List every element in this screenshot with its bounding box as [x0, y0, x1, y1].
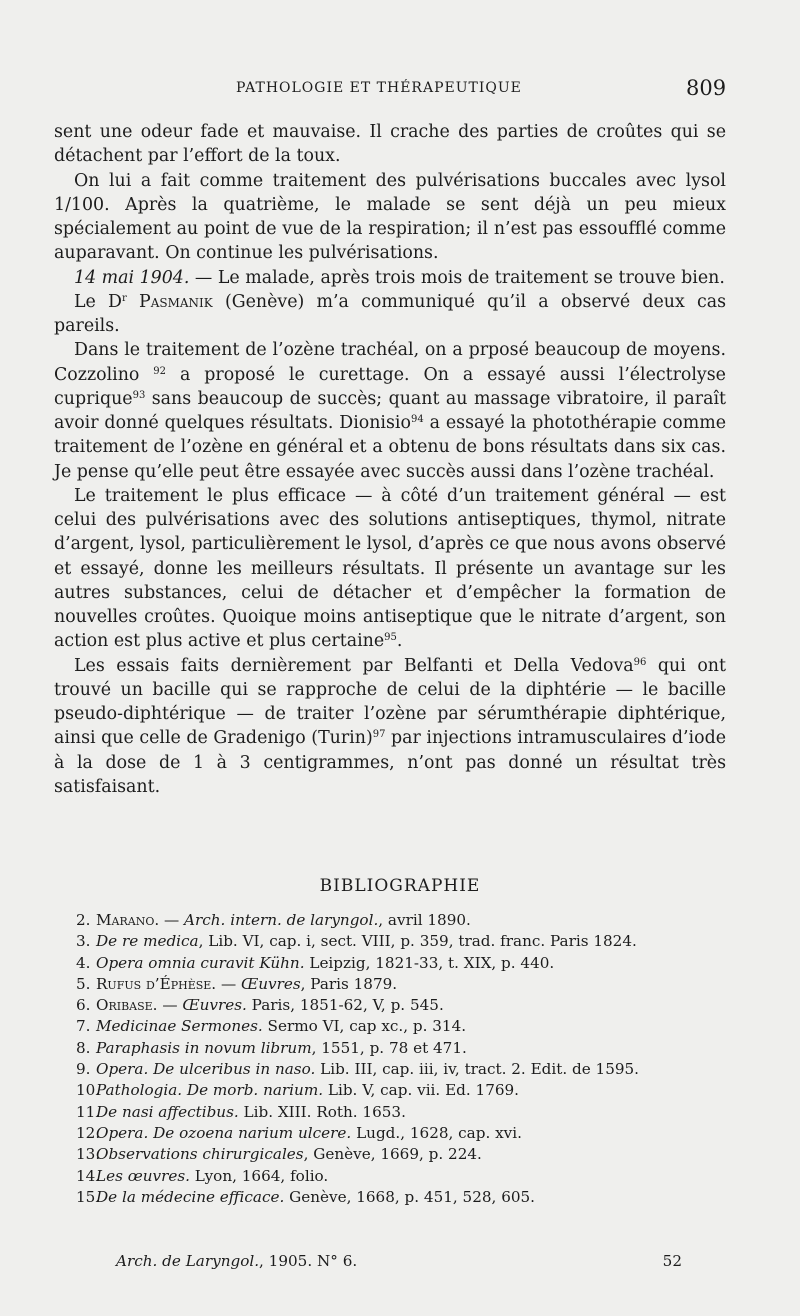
signature-mark: 52 [662, 1252, 682, 1270]
entry-details: , Genève, 1669, p. 224. [303, 1145, 482, 1164]
footnote-ref-93: 93 [132, 389, 146, 401]
entry-date: 14 mai 1904. [74, 267, 190, 288]
entry-number: 7. [76, 1017, 91, 1036]
bibliography-entry [56, 1144, 760, 1165]
page-footer [116, 1252, 682, 1274]
doctor-name: Pasmanik [139, 291, 213, 312]
entry-author: Oribase. [96, 996, 158, 1015]
entry-details: , avril 1890. [378, 911, 471, 929]
bibliography-title: BIBLIOGRAPHIE [319, 876, 481, 896]
entry-text: — Le malade, après trois mois de traitement se trouve bien. [189, 267, 725, 288]
entry-title: De re medica [96, 932, 199, 951]
entry-number: 8. [76, 1038, 91, 1057]
entry-number: 4. [76, 953, 91, 972]
entry-details: Lib. V, cap. vii. Ed. 1769. [323, 1081, 520, 1100]
bibliography-entry [56, 953, 760, 974]
bibliography-entry [56, 931, 760, 952]
bibliography-entry [56, 1187, 760, 1208]
entry-number: 2. [76, 911, 91, 929]
footnote-ref-96: 96 [633, 656, 647, 668]
footnote-ref-97: 97 [372, 729, 386, 741]
bibliography-entry [56, 1038, 760, 1059]
entry-details: Paris, 1851-62, V, p. 545. [246, 996, 444, 1015]
p5-part-a: Dans le traitement de l’ozène trachéal, on a prposé beaucoup de moyens. Cozzolino [54, 340, 726, 385]
entry-title: Opera. De ulceribus in naso. [96, 1060, 316, 1079]
bibliography-entry [56, 1102, 760, 1123]
bibliography-entry [56, 1080, 760, 1101]
entry-details: Genève, 1668, p. 451, 528, 605. [284, 1187, 536, 1206]
running-title: PATHOLOGIE ET THÉRAPEUTIQUE [236, 80, 522, 96]
entry-details: Sermo VI, cap xc., p. 314. [262, 1017, 467, 1036]
entry-number: 14. [76, 1166, 101, 1185]
bibliography-entry [56, 1166, 760, 1187]
entry-title: De la médecine efficace. [96, 1187, 285, 1206]
entry-title: Observations chirurgicales [96, 1145, 304, 1164]
paragraph-5 [54, 338, 726, 484]
p7-part-a: Les essais faits dernièrement par Belfanti et Della Vedova [74, 655, 634, 676]
footnote-ref-92: 92 [153, 365, 167, 377]
paragraph-3 [54, 266, 726, 290]
entry-details: , Lib. VI, cap. i, sect. VIII, p. 359, trad. franc. Paris 1824. [198, 932, 637, 951]
footnote-ref-95: 95 [384, 632, 397, 644]
entry-author: Marano. [96, 911, 160, 929]
entry-number: 9. [76, 1060, 91, 1079]
p6-part-b: . [396, 631, 403, 652]
bibliography-entry [56, 1123, 760, 1144]
entry-author: Rufus d’Éphèse. [96, 974, 217, 993]
entry-number: 3. [76, 932, 91, 951]
entry-details: , 1551, p. 78 et 471. [311, 1038, 467, 1057]
entry-title: Medicinae Sermones. [96, 1017, 263, 1036]
page-number: 809 [686, 76, 727, 100]
bibliography-entry [56, 974, 760, 995]
entry-title: De nasi affectibus. [96, 1102, 239, 1121]
p5-part-d: a essayé la photothérapie comme traitement de l’ozène en général et a obtenu de bons résultats dans six cas. Je pense qu’elle peut être essayée avec succès aussi dans l’ozène trachéal. [54, 413, 726, 482]
entry-number: 11. [76, 1102, 101, 1121]
entry-details: Lyon, 1664, folio. [189, 1166, 329, 1185]
entry-title: Œuvres. [182, 996, 247, 1015]
doctor-title: Le D [74, 291, 122, 312]
paragraph-4-text: (Genève) m’a communiqué qu’il a observé deux cas pareils. [54, 291, 727, 336]
paragraph-7 [54, 654, 726, 800]
journal-reference [116, 1252, 357, 1270]
entry-number: 10. [76, 1081, 101, 1100]
entry-dash: — [216, 974, 241, 993]
body-text [54, 120, 726, 799]
entry-title: Œuvres [240, 974, 301, 993]
entry-dash: — [157, 996, 183, 1015]
entry-dash: — [159, 911, 185, 929]
journal-name: Arch. de Laryngol. [116, 1252, 260, 1270]
entry-number: 13. [76, 1145, 101, 1164]
entry-title: Paraphasis in novum librum [96, 1038, 312, 1057]
entry-title: Les œuvres. [96, 1166, 190, 1185]
p6-part-a: Le traitement le plus efficace — à côté d’un traitement général — est celui des pulvérisations avec des solutions antiseptiques, thymol, nitrate d’argent, lysol, particulièrement le lysol, d’après ce que nous avons observé et essayé, donne les meilleurs résultats. Il présente un avantage sur les autres substances, celui de détacher et d’empêcher la formation de nouvelles croûtes. Quoique moins antiseptique que le nitrate d’argent, son action est plus active et plus certaine [54, 485, 726, 652]
bibliography-list [56, 910, 760, 1208]
paragraph-6 [54, 484, 726, 654]
p5-part-c: sans beaucoup de succès; quant au massage vibratoire, il paraît avoir donné quelques résultats. Dionisio [54, 388, 726, 433]
p7-part-c: par injections intramusculaires d’iode à la dose de 1 à 3 centigrammes, n’ont pas donné un résultat très satisfaisant. [54, 728, 726, 797]
entry-title: Opera. De ozoena narium ulcere. [96, 1123, 352, 1142]
running-head [0, 76, 800, 106]
entry-number: 15. [76, 1187, 101, 1206]
p5-part-b: a proposé le curettage. On a essayé aussi l’électrolyse cuprique [54, 364, 726, 409]
entry-details: Leipzig, 1821-33, t. XIX, p. 440. [304, 953, 555, 972]
bibliography-entry [56, 1016, 760, 1037]
paragraph-4 [54, 290, 726, 339]
entry-number: 5. [76, 974, 91, 993]
p7-part-b: qui ont trouvé un bacille qui se rapproche de celui de la diphtérie — le bacille pseudo-diphtérique — de traiter l’ozène par sérumthérapie diphtérique, ainsi que celle de Gradenigo (Turin) [54, 655, 726, 749]
entry-details: Lugd., 1628, cap. xvi. [351, 1123, 522, 1142]
entry-title: Pathologia. De morb. narium. [96, 1081, 324, 1100]
entry-number: 6. [76, 996, 91, 1015]
footnote-ref-94: 94 [410, 414, 424, 425]
bibliography-entry [56, 995, 760, 1016]
entry-number: 12. [76, 1123, 101, 1142]
paragraph-2: On lui a fait comme traitement des pulvérisations buccales avec lysol 1/100. Après la quatrième, le malade se sent déjà un peu mieux spécialement au point de vue de la respiration; il n’est pas essoufflé comme auparavant. On continue les pulvérisations. [54, 170, 726, 264]
entry-details: , Paris 1879. [300, 974, 398, 993]
entry-details: Lib. XIII. Roth. 1653. [238, 1102, 406, 1121]
entry-title: Arch. intern. de laryngol. [184, 911, 379, 929]
paragraph-1: sent une odeur fade et mauvaise. Il crache des parties de croûtes qui se détachent par l’effort de la toux. [54, 122, 726, 167]
doctor-title-sup: r [122, 292, 127, 304]
journal-issue: , 1905. N° 6. [259, 1252, 358, 1270]
entry-title: Opera omnia curavit Kühn. [96, 953, 305, 972]
bibliography-entry [56, 910, 760, 931]
bibliography-entry [56, 1059, 760, 1080]
entry-details: Lib. III, cap. iii, iv, tract. 2. Edit. de 1595. [315, 1060, 640, 1079]
